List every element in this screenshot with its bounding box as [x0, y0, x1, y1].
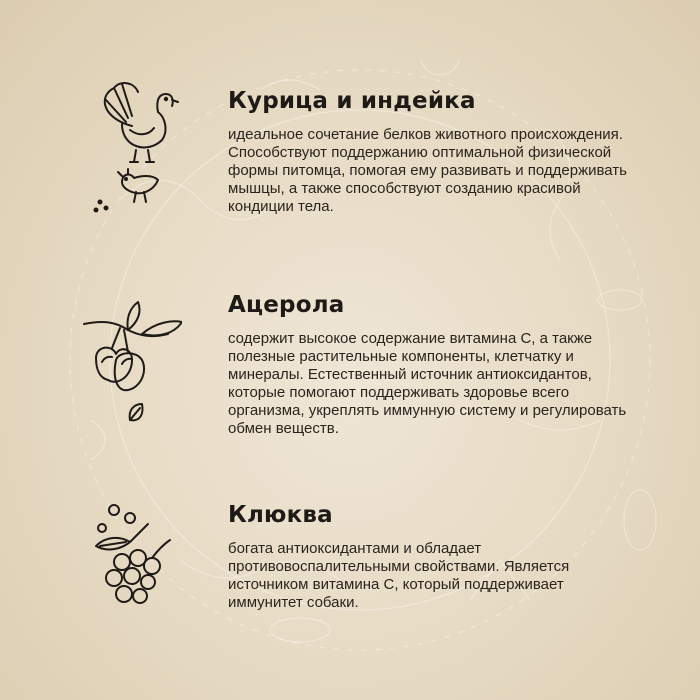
item-title: Курица и индейка: [228, 88, 476, 114]
cranberry-icon: [92, 500, 178, 610]
item-description: содержит высокое содержание витамина С, а также полезные растительные компоненты, клетчатку и минералы. Естественный источник антиоксидантов, которые помогают поддерживать здоровье всего организма, укреплять иммунную систему и регулировать обмен веществ.: [228, 330, 627, 437]
item-description: богата антиоксидантами и обладает противовоспалительными свойствами. Является источником витамина С, который поддерживает иммунитет собаки.: [228, 540, 570, 611]
item-title: Ацерола: [228, 292, 345, 318]
turkey-and-chicken-icon: [92, 78, 188, 218]
item-title: Клюква: [228, 502, 333, 528]
item-description: идеальное сочетание белков животного происхождения. Способствуют поддержанию оптимальной физической формы питомца, помогая ему развивать и поддерживать мышцы, а также способствуют созданию красивой кондиции тела.: [228, 126, 627, 215]
acerola-icon: [82, 300, 182, 436]
